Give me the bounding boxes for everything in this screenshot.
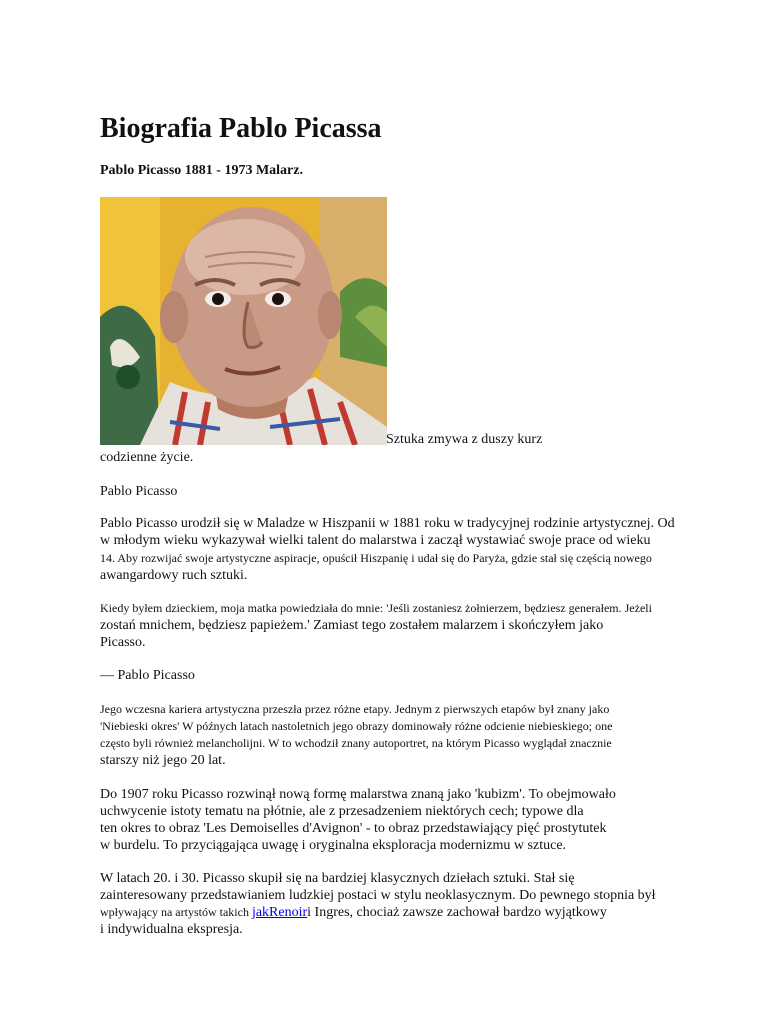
para4-line3-before: wpływający na artystów takich <box>100 905 252 919</box>
para2-line3: często byli również melancholijni. W to wchodził znany autoportret, na którym Picasso wyglądał znacznie <box>100 736 612 750</box>
para2-line4: starszy niż jego 20 lat. <box>100 753 226 768</box>
quote-attribution: — Pablo Picasso <box>100 668 195 683</box>
para1-line4: awangardowy ruch sztuki. <box>100 568 248 583</box>
para3-line4: w burdelu. To przyciągająca uwagę i oryginalna eksploracja modernizmu w sztuce. <box>100 838 567 853</box>
para3-line1: Do 1907 roku Picasso rozwinął nową formę malarstwa znaną jako 'kubizm'. To obejmowało <box>100 787 616 802</box>
quote-line1: Kiedy byłem dzieckiem, moja matka powiedziała do mnie: 'Jeśli zostaniesz żołnierzem, będziesz generałem. Jeżeli <box>100 601 652 615</box>
caption-text: Sztuka zmywa z duszy kurz <box>386 432 543 447</box>
page-title: Biografia Pablo Picassa <box>100 113 382 144</box>
photo-caption-line1 <box>386 432 542 448</box>
para1-line2: w młodym wieku wykazywał wielki talent do malarstwa i zaczął wystawiać swoje prace od wieku <box>100 533 651 548</box>
quote-line3: Picasso. <box>100 635 146 650</box>
para2-line1: Jego wczesna kariera artystyczna przeszła przez różne etapy. Jednym z pierwszych etapów był znany jako <box>100 702 610 716</box>
para1-line1: Pablo Picasso urodził się w Maladze w Hiszpanii w 1881 roku w tradycyjnej rodzinie artystycznej. Od <box>100 516 675 531</box>
para4-line4: i indywidualna ekspresja. <box>100 922 243 937</box>
name-heading: Pablo Picasso <box>100 484 178 499</box>
para4-line1: W latach 20. i 30. Picasso skupił się na bardziej klasycznych dziełach sztuki. Stał się <box>100 871 575 886</box>
portrait-photo <box>100 197 387 445</box>
para1-line3: 14. Aby rozwijać swoje artystyczne aspiracje, opuścił Hiszpanię i udał się do Paryża, gdzie stał się częścią nowego <box>100 551 652 565</box>
para4-line2: zainteresowany przedstawianiem ludzkiej postaci w stylu neoklasycznym. Do pewnego stopnia był <box>100 888 656 903</box>
portrait-image <box>100 197 387 445</box>
para3-line3: ten okres to obraz 'Les Demoiselles d'Avignon' - to obraz przedstawiający pięć prostytutek <box>100 821 607 836</box>
para4-line3 <box>100 905 607 921</box>
para4-line3-after: i Ingres, chociaż zawsze zachował bardzo wyjątkowy <box>307 905 607 920</box>
para2-line2: 'Niebieski okres' W późnych latach nastoletnich jego obrazy dominowały różne odcienie niebieskiego; one <box>100 719 613 733</box>
quote-line2: zostań mnichem, będziesz papieżem.' Zamiast tego zostałem malarzem i skończyłem jako <box>100 618 604 633</box>
para3-line2: uchwycenie istoty tematu na płótnie, ale z przesadzeniem niektórych cech; typowe dla <box>100 804 584 819</box>
renoir-link[interactable]: jakRenoir <box>251 905 308 920</box>
subtitle: Pablo Picasso 1881 - 1973 Malarz. <box>100 163 303 178</box>
photo-caption-line2: codzienne życie. <box>100 450 194 465</box>
